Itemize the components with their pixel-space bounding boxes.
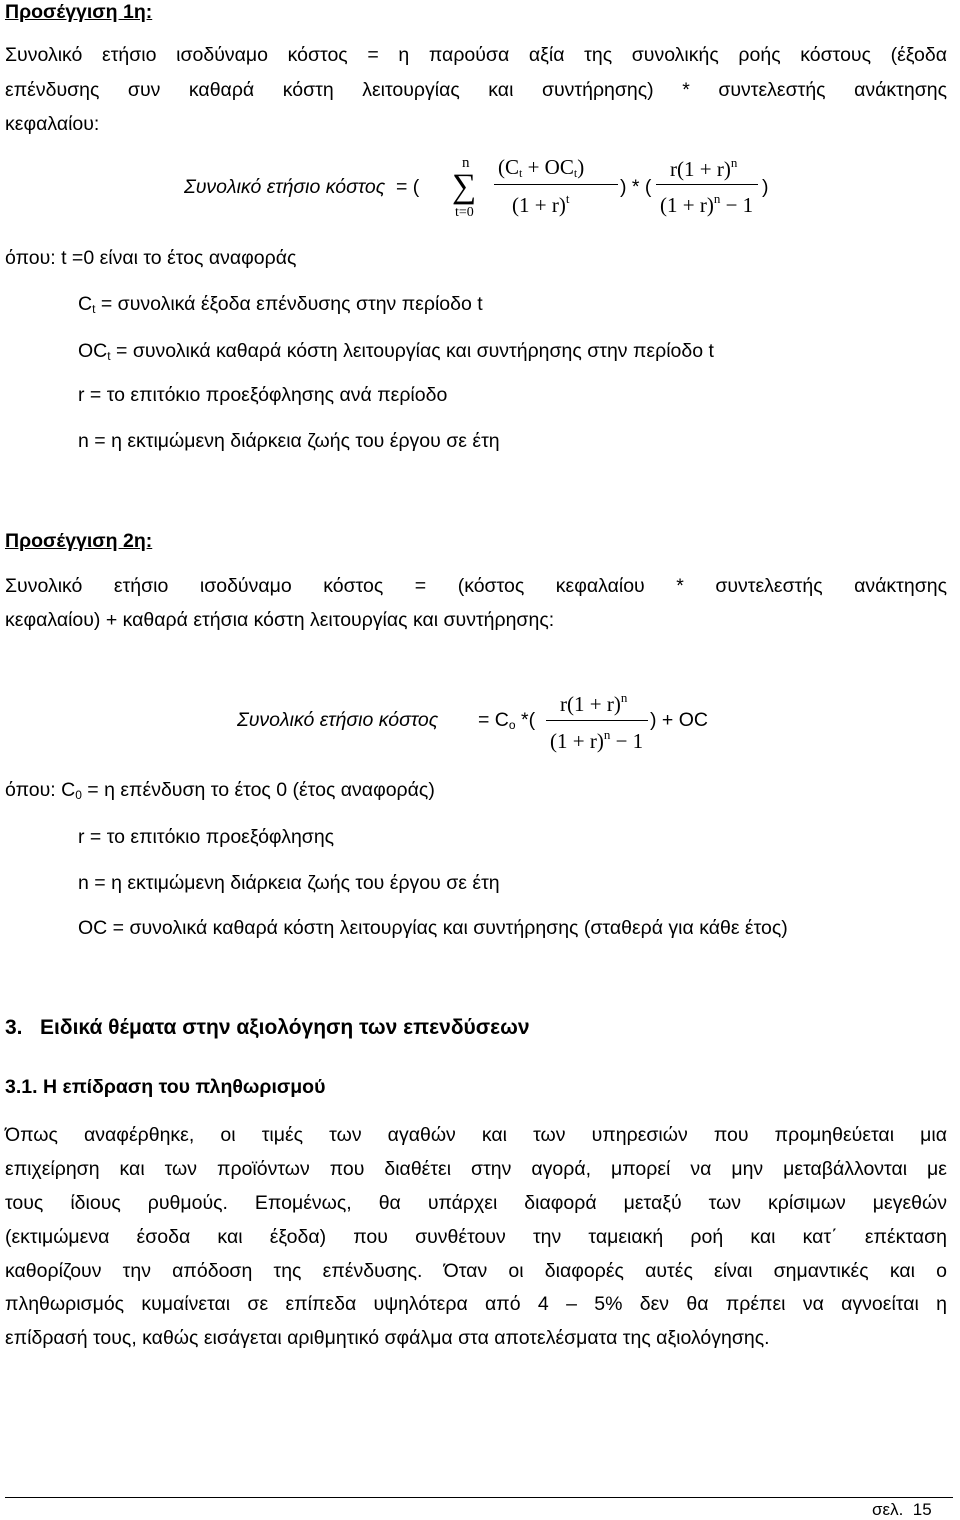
- para-line: Όπως αναφέρθηκε, οι τιμές των αγαθών και των υπηρεσιών που προμηθεύεται μια: [5, 1124, 947, 1146]
- approach2-intro-line1: Συνολικό ετήσιο ισοδύναμο κόστος = (κόστος κεφαλαίου * συντελεστής ανάκτησης: [5, 575, 947, 597]
- sum-symbol-icon: ∑: [452, 168, 477, 205]
- formula2-bar: [546, 720, 648, 721]
- def2-n: n = η εκτιμώμενη διάρκεια ζωής του έργου σε έτη: [78, 872, 500, 894]
- approach2-intro-line2: κεφαλαίου) + καθαρά ετήσια κόστη λειτουργίας και συντήρησης:: [5, 609, 555, 631]
- frac1-bar: [494, 184, 618, 185]
- page-number: σελ. 15: [872, 1500, 932, 1519]
- para-line: επίδρασή τους, καθώς εισάγεται αριθμητικό σφάλμα στα αποτελέσματα της αξιολόγησης.: [5, 1327, 770, 1349]
- frac1-denominator: $(1 + r)^t$: [512, 191, 570, 217]
- frac1-numerator: $(C_t + OC_t)$: [498, 155, 585, 180]
- formula2-close: ) + OC: [650, 709, 708, 731]
- approach1-intro-line3: κεφαλαίου:: [5, 113, 100, 135]
- def2-oc: OC = συνολικά καθαρά κόστη λειτουργίας και συντήρησης (σταθερά για κάθε έτος): [78, 917, 788, 939]
- approach2-heading: Προσέγγιση 2η:: [5, 530, 153, 552]
- section3-title: 3. Ειδικά θέματα στην αξιολόγηση των επενδύσεων: [5, 1016, 530, 1039]
- para-line: πληθωρισμός κυμαίνεται σε επίπεδα υψηλότερα από 4 – 5% δεν θα πρέπει να αγνοείται η: [5, 1293, 947, 1315]
- formula1-mult: ) * (: [620, 176, 652, 198]
- sum-lower-limit: t=0: [455, 205, 474, 220]
- frac2-denominator: $(1 + r)^n - 1$: [660, 191, 754, 217]
- frac2-bar: [656, 184, 758, 185]
- footer-divider: [5, 1497, 953, 1498]
- formula2-eq: = $C_o$ *(: [478, 709, 536, 732]
- formula1-label: Συνολικό ετήσιο κόστος: [184, 176, 386, 198]
- def2-r: r = το επιτόκιο προεξόφλησης: [78, 826, 335, 848]
- para-line: επιχείρηση και των προϊόντων που διαθέτει στην αγορά, μπορεί να μην μεταβάλλονται με: [5, 1158, 947, 1180]
- formula1-close: ): [762, 176, 769, 198]
- approach2-where: όπου: $C_0 = \eta$ επένδυση το έτος 0 (έτος αναφοράς): [5, 779, 435, 802]
- def-r: r = το επιτόκιο προεξόφλησης ανά περίοδο: [78, 384, 448, 406]
- frac2-numerator: $r(1 + r)^n$: [670, 155, 738, 181]
- para-line: τους ίδιους ρυθμούς. Επομένως, θα υπάρχει διαφορά μεταξύ των κρίσιμων μεγεθών: [5, 1192, 947, 1214]
- approach1-intro-line2: επένδυσης συν καθαρά κόστη λειτουργίας και συντήρησης) * συντελεστής ανάκτησης: [5, 79, 947, 101]
- def-n: n = η εκτιμώμενη διάρκεια ζωής του έργου σε έτη: [78, 430, 500, 452]
- formula2-denominator: $(1 + r)^n - 1$: [550, 727, 644, 753]
- formula2-numerator: $r(1 + r)^n$: [560, 690, 628, 716]
- formula2-label: Συνολικό ετήσιο κόστος: [237, 709, 439, 731]
- def-oct: $OC_t = \sigma\upsilon\nu o\lambda\iota\kappa ά$ καθαρά κόστη λειτουργίας και συντήρησης στην περίοδο t: [78, 340, 714, 363]
- def-ct: $C_t = \sigma\upsilon\nu o\lambda\iota\kappa ά$ έξοδα επένδυσης στην περίοδο t: [78, 293, 483, 316]
- section31-title: 3.1. Η επίδραση του πληθωρισμού: [5, 1076, 326, 1098]
- approach1-intro-line1: Συνολικό ετήσιο ισοδύναμο κόστος = η παρούσα αξία της συνολικής ροής κόστους (έξοδα: [5, 44, 947, 66]
- sum-upper-limit: n: [462, 155, 470, 171]
- approach1-heading: Προσέγγιση 1η:: [5, 1, 153, 23]
- para-line: (εκτιμώμενα έσοδα και έξοδα) που συνθέτουν την ταμειακή ροή και κατ΄ επέκταση: [5, 1226, 947, 1248]
- para-line: καθορίζουν την απόδοση της επένδυσης. Όταν οι διαφορές αυτές είναι σημαντικές και ο: [5, 1260, 947, 1282]
- formula1-eq-open: = (: [396, 176, 420, 198]
- approach1-where: όπου: t =0 είναι το έτος αναφοράς: [5, 247, 297, 269]
